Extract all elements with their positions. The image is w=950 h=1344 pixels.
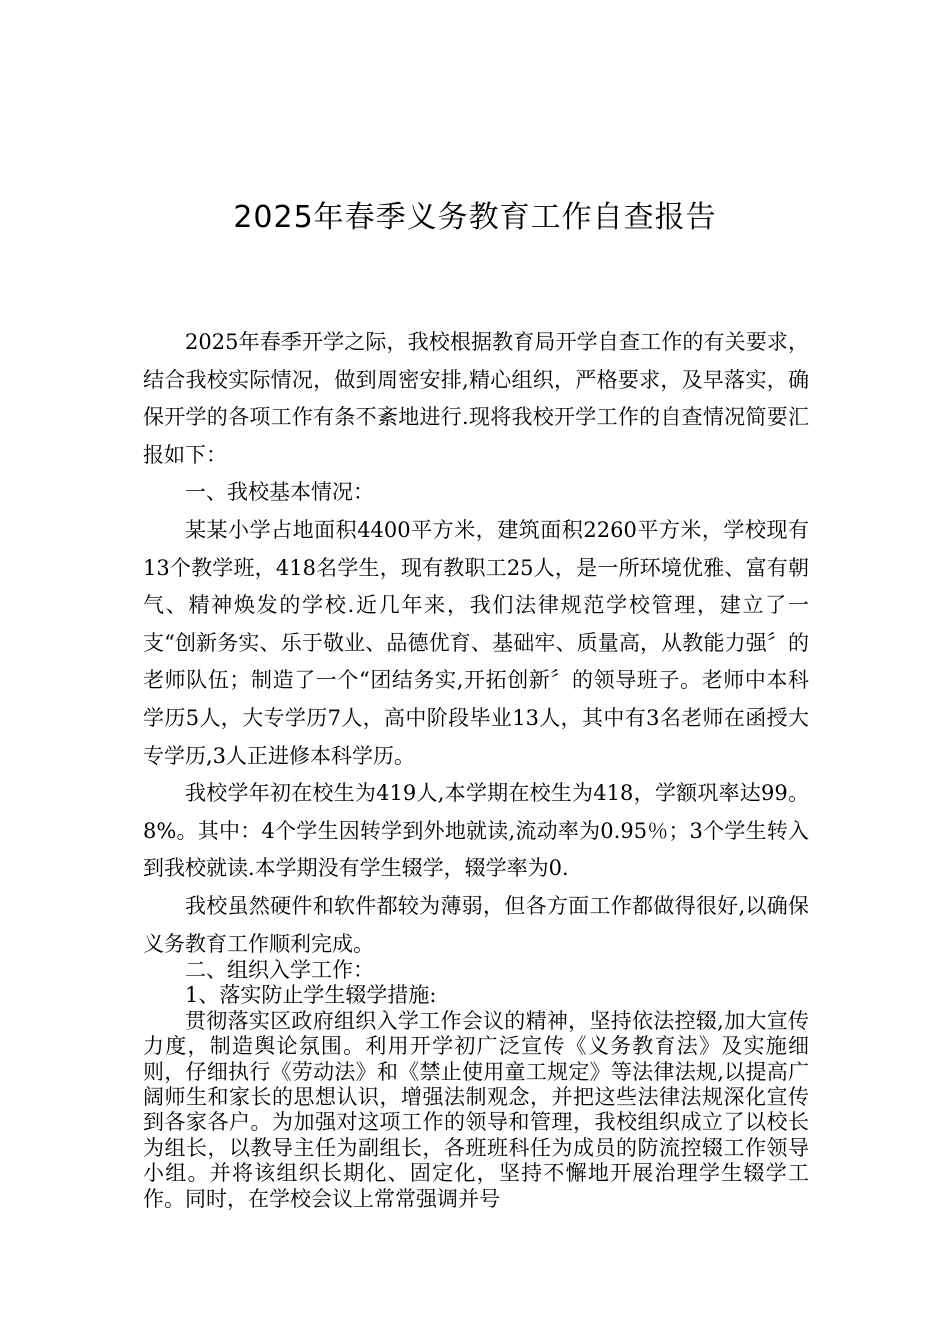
document-title: 2025年春季义务教育工作自查报告: [233, 200, 717, 235]
subsection-heading-dropout-prevention: 1、落实防止学生辍学措施:: [185, 983, 437, 1008]
section-heading-enrollment-work: 二、组织入学工作：: [185, 958, 374, 982]
enrollment-statistics-paragraph: 我校学年初在校生为419人,本学期在校生为418，学额巩率达99。8%。其中：4个学生因转学到外地就读,流动率为0.95％；3个学生转入到我校就读.本学期没有学生辍学，辍学率为0.: [143, 781, 809, 881]
body-section-main: [143, 324, 809, 963]
school-overview-paragraph: 某某小学占地面积4400平方米，建筑面积2260平方米，学校现有13个教学班，418名学生，现有教职工25人，是一所环境优雅、富有朝气、精神焕发的学校.近几年来，我们法律规范学校管理，建立了一支“创新务实、乐于敬业、品德优育、基础牢、质量高，从教能力强〞的老师队伍；制造了一个“团结务实,开拓创新〞的领导班子。老师中本科学历5人，大专学历7人，高中阶段毕业13人，其中有3名老师在函授大专学历,3人正进修本科学历。: [143, 517, 809, 768]
section-heading-basic-info: 一、我校基本情况：: [185, 480, 374, 505]
body-section-enrollment-work: [143, 958, 809, 1212]
intro-paragraph: 2025年春季开学之际，我校根据教育局开学自查工作的有关要求，结合我校实际情况，做到周密安排,精心组织，严格要求，及早落实，确保开学的各项工作有条不紊地进行.现将我校开学工作的自查情况简要汇报如下：: [143, 330, 809, 467]
summary-paragraph: 我校虽然硬件和软件都较为薄弱，但各方面工作都做得很好,以确保义务教育工作顺利完成。: [143, 893, 809, 956]
dropout-prevention-paragraph: 贯彻落实区政府组织入学工作会议的精神，坚持依法控辍,加大宣传力度，制造舆论氛围。利用开学初广泛宣传《义务教育法》及实施细则，仔细执行《劳动法》和《禁止使用童工规定》等法律法规,以提高广阔师生和家长的思想认识，增强法制观念，并把这些法律法规深化宣传到各家各户。为加强对这项工作的领导和管理，我校组织成立了以校长为组长，以教导主任为副组长，各班班科任为成员的防流控辍工作领导小组。并将该组织长期化、固定化，坚持不懈地开展治理学生辍学工作。同时，在学校会议上常常强调并号: [143, 1008, 809, 1211]
